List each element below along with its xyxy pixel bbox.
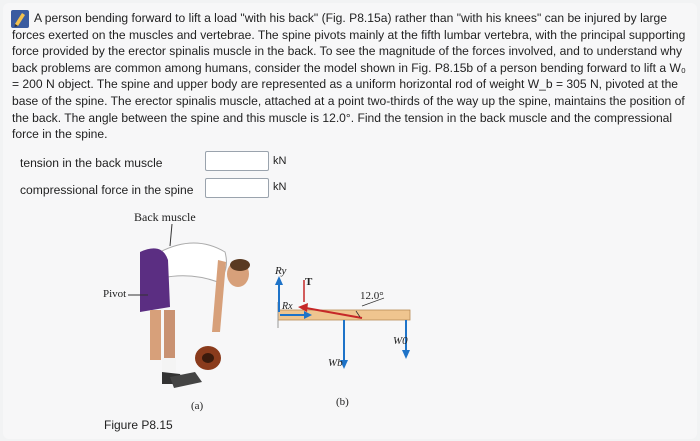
label-pivot: Pivot <box>103 288 127 300</box>
compression-input[interactable] <box>205 178 269 198</box>
tension-input[interactable] <box>205 151 269 171</box>
shorts <box>140 248 170 312</box>
label-t: T <box>305 276 313 288</box>
compression-unit: kN <box>273 181 287 193</box>
problem-statement: A person bending forward to lift a load "with his back" (Fig. P8.15a) rather than "with his knees" can be injured by large forces exerted on the muscles and vertebrae. The spine pivots mainly at the fifth lumbar vertebra, with the principal supporting force provided by the erector spinalis muscle in the back. To see the magnitude of the forces involved, and to understand why back problems are common among humans, consider the model shown in Fig. P8.15b of a person bending forward to lift a W₀ = 200 N object. The spine and upper body are represented as a uniform horizontal rod of weight W_b = 305 N, pivoted at the base of the spine. The erector spinalis muscle, attached at a point two-thirds of the way up the spine, maintains the position of the back. The angle between the spine and this muscle is 12.0°. Find the tension in the back muscle and the compressional force in the spine. <box>12 11 686 142</box>
label-back-muscle: Back muscle <box>134 210 196 224</box>
tension-unit: kN <box>273 155 287 167</box>
label-angle: 12.0° <box>360 290 384 302</box>
label-a: (a) <box>191 400 204 412</box>
figure-caption: Figure P8.15 <box>104 418 173 432</box>
compression-label: compressional force in the spine <box>20 183 194 197</box>
pivot-pointer <box>128 291 150 299</box>
label-rx: Rx <box>282 301 293 312</box>
label-ry: Ry <box>275 265 287 277</box>
label-b: (b) <box>336 396 349 408</box>
tension-label: tension in the back muscle <box>20 156 163 170</box>
label-w0: W0 <box>393 335 408 347</box>
label-wb: Wb <box>328 357 343 369</box>
figure-a-illustration <box>100 212 280 422</box>
